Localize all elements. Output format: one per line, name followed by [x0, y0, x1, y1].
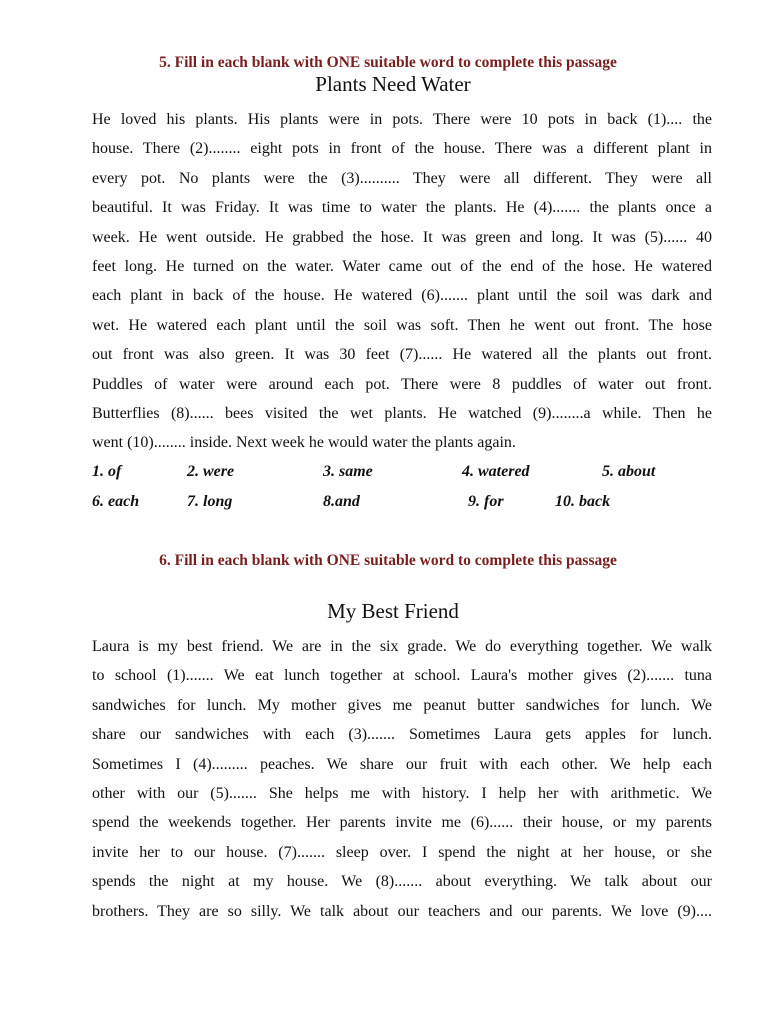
answer-key-item: 10. back — [555, 493, 611, 510]
section-6-title: My Best Friend — [327, 599, 459, 623]
answer-key-item: 3. same — [323, 463, 373, 480]
answer-key-item: 8.and — [323, 493, 360, 510]
passage-line: each plant in back of the house. He watered (6)....... plant until the soil was dark and — [92, 287, 712, 305]
answer-key-item: 2. were — [187, 463, 235, 480]
passage-line: house. There (2)........ eight pots in front of the house. There was a different plant in — [92, 140, 712, 158]
passage-line: spend the weekends together. Her parents invite me (6)...... their house, or my parents — [92, 814, 712, 832]
passage-line: brothers. They are so silly. We talk about our teachers and our parents. We love (9).... — [92, 902, 712, 920]
passage-line: every pot. No plants were the (3).......... They were all different. They were all — [92, 169, 712, 187]
answer-key-item: 4. watered — [462, 463, 530, 480]
passage-line: feet long. He turned on the water. Water came out of the end of the hose. He watered — [92, 257, 712, 275]
passage-line: to school (1)....... We eat lunch together at school. Laura's mother gives (2)....... tuna — [92, 667, 712, 685]
passage-line: Laura is my best friend. We are in the six grade. We do everything together. We walk — [92, 638, 712, 655]
passage-line: sandwiches for lunch. My mother gives me peanut butter sandwiches for lunch. We — [92, 696, 712, 714]
passage-line: wet. He watered each plant until the soil was soft. Then he went out front. The hose — [92, 316, 712, 334]
passage-line: He loved his plants. His plants were in pots. There were 10 pots in back (1).... the — [92, 111, 712, 128]
passage-line: spends the night at my house. We (8)....... about everything. We talk about our — [92, 873, 712, 891]
passage-line: went (10)........ inside. Next week he would water the plants again. — [92, 434, 516, 452]
passage-line: Sometimes I (4)......... peaches. We share our fruit with each other. We help each — [92, 755, 712, 773]
answer-key-item: 7. long — [187, 493, 233, 510]
answer-key-item: 6. each — [92, 493, 140, 510]
section-5-passage — [92, 109, 712, 462]
answer-key-item: 1. of — [92, 463, 122, 480]
passage-line: Butterflies (8)...... bees visited the wet plants. He watched (9)........a while. Then he — [92, 404, 712, 422]
passage-line: week. He went outside. He grabbed the hose. It was green and long. It was (5)...... 40 — [92, 228, 712, 246]
passage-line: other with our (5)....... She helps me with history. I help her with arithmetic. We — [92, 784, 712, 802]
passage-line: share our sandwiches with each (3)....... Sometimes Laura gets apples for lunch. — [92, 726, 712, 744]
section-5-title: Plants Need Water — [315, 72, 471, 96]
answer-key-item: 5. about — [602, 463, 656, 480]
passage-line: out front was also green. It was 30 feet (7)...... He watered all the plants out front. — [92, 346, 712, 364]
passage-line: Puddles of water were around each pot. There were 8 puddles of water out front. — [92, 375, 712, 393]
section-6-instruction: 6. Fill in each blank with ONE suitable word to complete this passage — [159, 552, 617, 569]
passage-line: beautiful. It was Friday. It was time to water the plants. He (4)....... the plants once a — [92, 199, 712, 217]
passage-line: invite her to our house. (7)....... sleep over. I spend the night at her house, or she — [92, 843, 712, 861]
section-6-passage — [92, 636, 712, 930]
section-5-instruction: 5. Fill in each blank with ONE suitable word to complete this passage — [159, 54, 617, 71]
answer-key-item: 9. for — [468, 493, 504, 510]
